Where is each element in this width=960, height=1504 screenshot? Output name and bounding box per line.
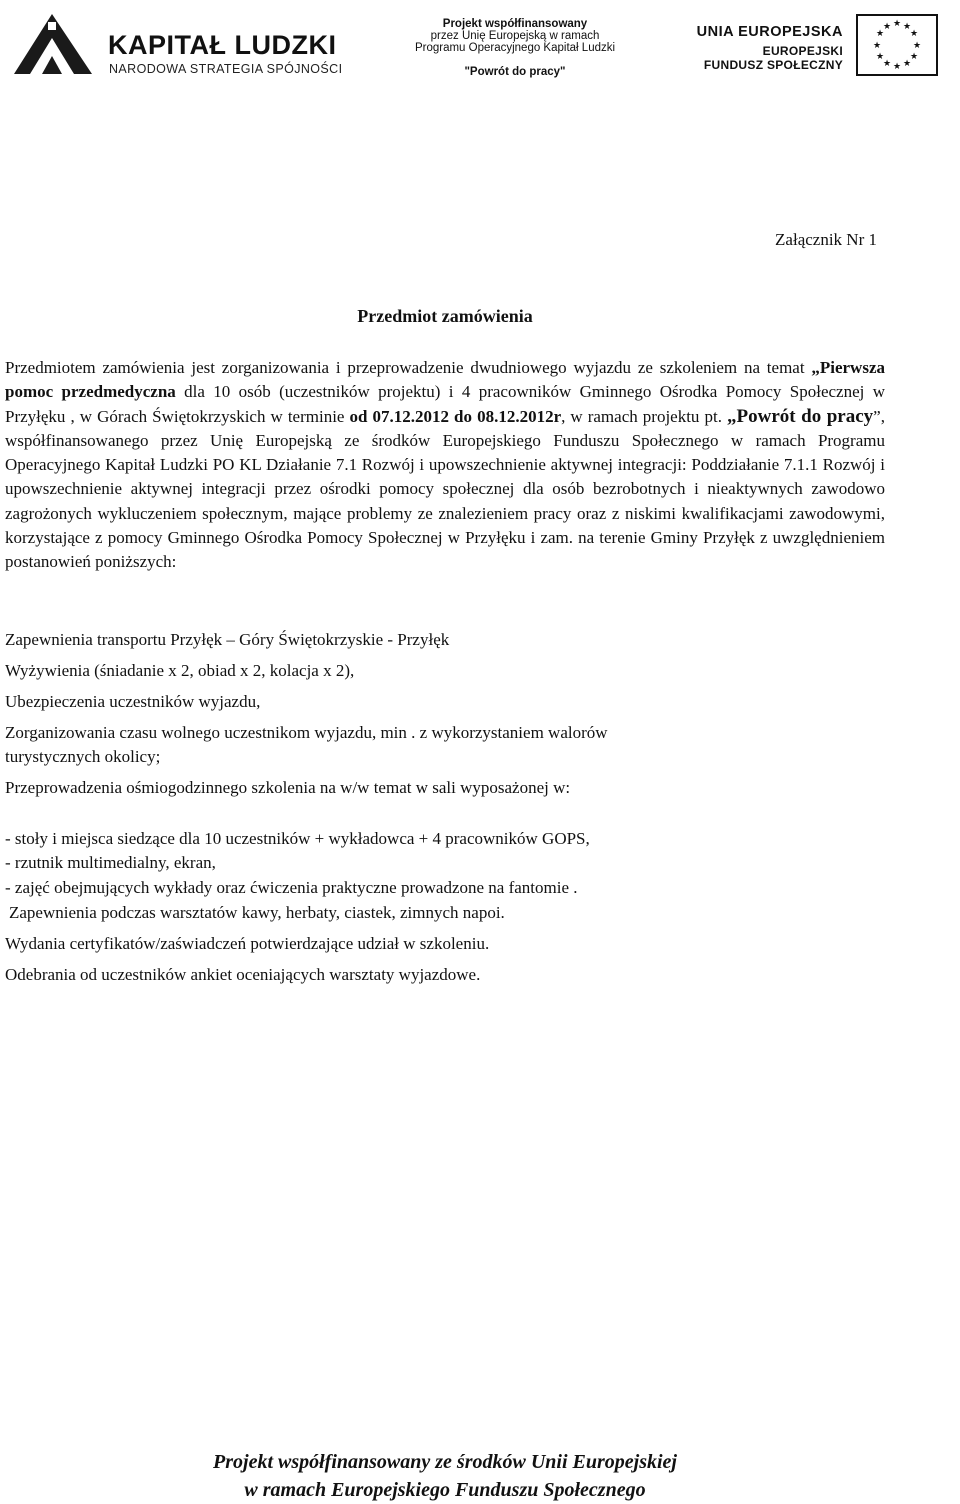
requirement-catering: Zapewnienia podczas warsztatów kawy, herbaty, ciastek, zimnych napoi. [9,903,505,922]
training-item-projector: - rzutnik multimedialny, ekran, [5,853,216,872]
eu-line-2: FUNDUSZ SPOŁECZNY [703,58,843,72]
project-line-1: Projekt współfinansowany [442,18,588,30]
requirement-insurance: Ubezpieczenia uczestników wyjazdu, [5,692,261,711]
requirement-free-time: Zorganizowania czasu wolnego uczestnikom wyjazdu, min . z wykorzystaniem walorów [5,723,608,742]
date-connector: do [449,406,478,426]
document-footer [0,1448,890,1504]
requirement-meals: Wyżywienia (śniadanie x 2, obiad x 2, kolacja x 2), [5,661,355,680]
main-paragraph [5,356,885,575]
kapital-ludzki-logo [12,12,342,76]
training-item-tables: - stoły i miejsca siedzące dla 10 uczestników + wykładowca + 4 pracowników GOPS, [5,829,590,848]
svg-text:★: ★ [875,52,885,62]
svg-text:★: ★ [892,19,902,29]
page-title: Przedmiot zamówienia [357,306,533,326]
svg-text:★: ★ [902,22,912,32]
requirement-transport: Zapewnienia transportu Przyłęk – Góry Świętokrzyskie - Przyłęk [5,630,450,649]
requirement-free-time-cont: turystycznych okolicy; [5,747,161,766]
project-info-block [385,18,645,78]
project-line-3: Programu Operacyjnego Kapitał Ludzki [414,42,616,54]
requirement-training: Przeprowadzenia ośmiogodzinnego szkolenia na w/w temat w sali wyposażonej w: [5,778,571,797]
requirement-certificates: Wydania certyfikatów/zaświadczeń potwierdzające udział w szkoleniu. [5,934,490,953]
paragraph-text-3: , w ramach projektu pt. [561,406,727,426]
svg-text:★: ★ [909,52,919,62]
footer-line-1: Projekt współfinansowany ze środków Unii Europejskiej [213,1451,677,1473]
training-item-exercises: - zajęć obejmujących wykłady oraz ćwiczenia praktyczne prowadzone na fantomie . [5,878,578,897]
svg-text:★: ★ [902,59,912,69]
document-header [0,0,960,100]
svg-text:★: ★ [892,62,902,72]
requirement-surveys: Odebrania od uczestników ankiet oceniających warsztaty wyjazdowe. [5,965,481,984]
paragraph-text-1: Przedmiotem zamówienia jest zorganizowania i przeprowadzenie dwudniowego wyjazdu ze szkoleniem na temat [5,358,812,377]
date-from: od 07.12.2012 [349,406,450,426]
eu-line-1: EUROPEJSKI [762,44,843,58]
svg-text:★: ★ [875,29,885,39]
date-to: 08.12.2012r [477,406,562,426]
eu-title: UNIA EUROPEJSKA [696,24,843,40]
training-topic: „Pierwsza pomoc przedmedyczna [5,358,885,402]
project-line-2: przez Unię Europejską w ramach [430,30,600,42]
svg-text:★: ★ [882,59,892,69]
svg-text:★: ★ [872,41,882,51]
project-name: „Powrót do pracy [727,405,874,427]
paragraph-text-4: ”, współfinansowanego przez Unię Europejską ze środków Europejskiego Funduszu Społecznego w ramach Programu Operacyjnego Kapitał Ludzki PO KL Działanie 7.1 Rozwój i upowszechnienie aktywnej integracji: Poddziałanie 7.1.1 Rozwój i upowszechnienie aktywnej integracji przez ośrodki pomocy społecznej dla osób bezrobotnych i nieaktywnych zawodowo zagrożonych wykluczeniem społecznym, mające problemy ze znalezieniem pracy oraz z niskimi kwalifikacjami zawodowymi, korzystające z pomocy Gminnego Ośrodka Pomocy Społecznej w Przyłęku i zam. na terenie Gminy Przyłęk z uwzględnieniem postanowień poniższych: [5,406,885,572]
kapital-ludzki-subtitle: NARODOWA STRATEGIA SPÓJNOŚCI [109,62,343,76]
svg-text:★: ★ [882,22,892,32]
eu-flag-icon [856,14,938,76]
svg-text:★: ★ [909,29,919,39]
project-quote: "Powrót do pracy" [464,66,566,78]
svg-text:★: ★ [912,41,922,51]
kapital-ludzki-title: KAPITAŁ LUDZKI [108,30,337,60]
eu-logo-text [688,24,843,72]
kapital-ludzki-emblem-icon [12,12,94,76]
footer-line-2: w ramach Europejskiego Funduszu Społecznego [244,1479,646,1501]
annex-label: Załącznik Nr 1 [775,230,877,249]
paragraph-text-2: dla 10 osób (uczestników projektu) i 4 pracowników Gminnego Ośrodka Pomocy Społecznej w Przyłęku , w Górach Świętokrzyskich w terminie [5,382,885,426]
